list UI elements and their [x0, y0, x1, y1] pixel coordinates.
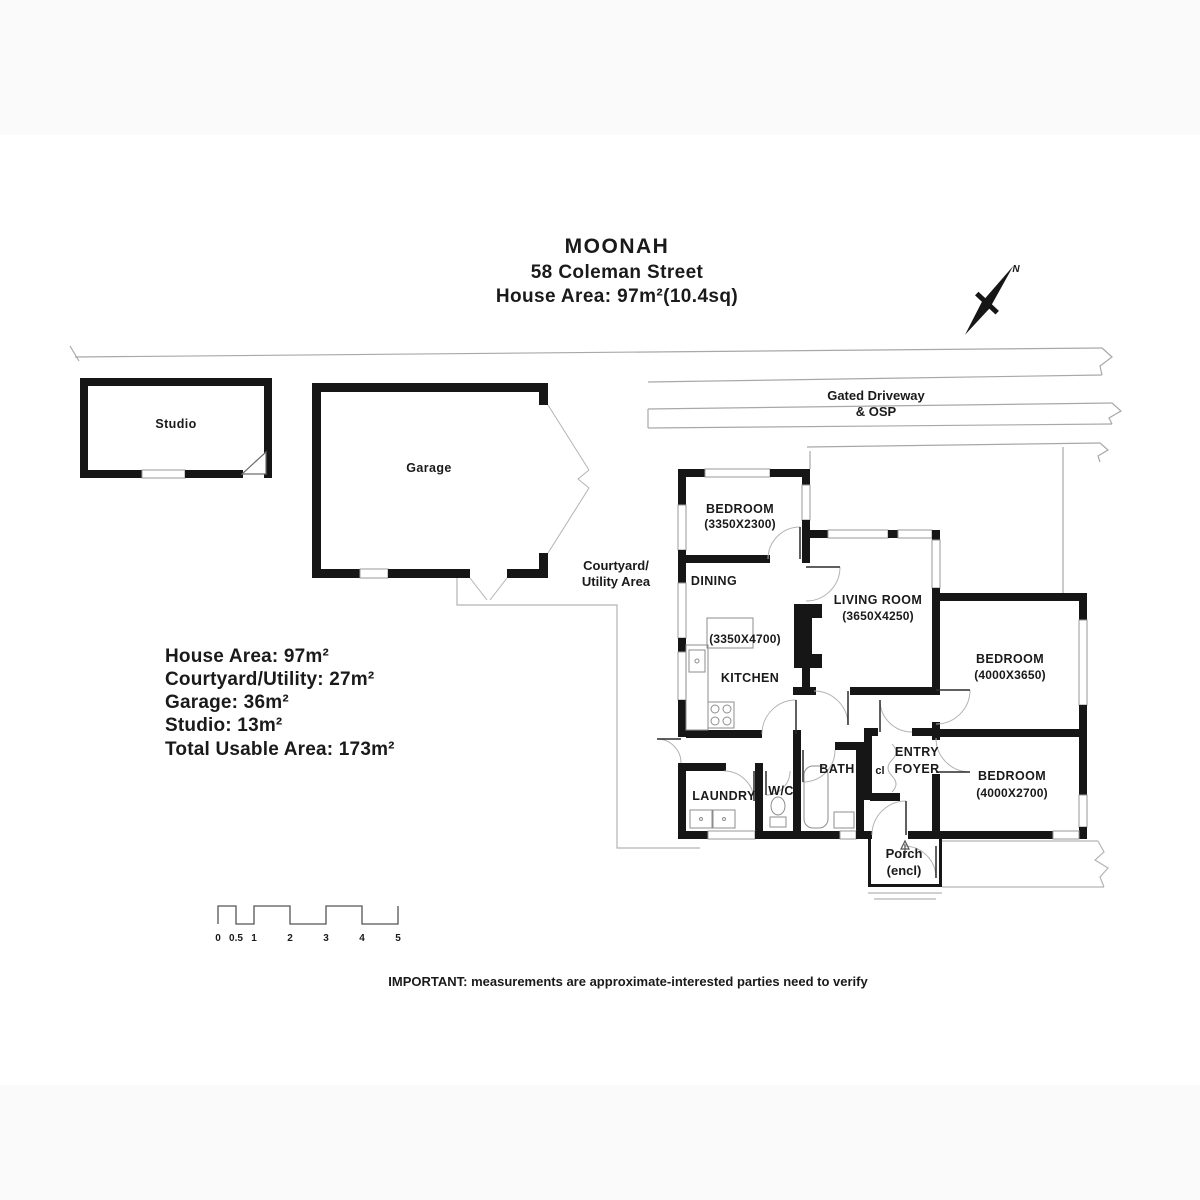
laundry-label: LAUNDRY	[692, 789, 756, 803]
kitchen-stove	[708, 702, 734, 728]
bedroom2-dim: (4000X3650)	[974, 668, 1046, 682]
bedroom1-dim: (3350X2300)	[704, 517, 776, 531]
bedroom3-dim: (4000X2700)	[976, 786, 1048, 800]
scale-3: 3	[323, 933, 329, 944]
bedroom1-label: BEDROOM	[705, 502, 775, 516]
driveway-label-line1: Gated Driveway	[827, 388, 925, 403]
plan-header	[496, 235, 738, 307]
bath-label: BATH	[819, 762, 855, 776]
summary-garage: Garage: 36m²	[165, 692, 289, 713]
courtyard-area	[457, 558, 700, 848]
entry-foyer-label-2: FOYER	[894, 762, 940, 776]
summary-studio: Studio: 13m²	[165, 715, 283, 736]
plan-title: MOONAH	[564, 235, 670, 258]
disclaimer-text: IMPORTANT: measurements are approximate-interested parties need to verify	[388, 974, 868, 989]
garage-label: Garage	[406, 461, 452, 475]
studio-door	[242, 452, 266, 474]
kitchen-sink	[689, 650, 705, 672]
kitchen-label: KITCHEN	[720, 671, 780, 685]
north-arrow-icon	[953, 258, 1024, 343]
scale-0: 0	[215, 933, 221, 944]
porch-label-1: Porch	[885, 846, 923, 861]
plan-address: 58 Coleman Street	[530, 262, 704, 283]
garage-courtyard-door	[470, 578, 507, 600]
bedroom2-label: BEDROOM	[975, 652, 1045, 666]
summary-courtyard: Courtyard/Utility: 27m²	[165, 669, 375, 690]
entry-foyer-label-1: ENTRY	[895, 745, 939, 759]
kitchen-dim: (3350X4700)	[709, 632, 781, 646]
summary-total: Total Usable Area: 173m²	[165, 739, 395, 760]
scale-4: 4	[359, 933, 365, 944]
bath-vanity	[834, 812, 854, 828]
bedroom3-label: BEDROOM	[977, 769, 1047, 783]
courtyard-label-line2: Utility Area	[581, 574, 651, 589]
driveway-label-line2: & OSP	[855, 404, 897, 419]
courtyard-label-line1: Courtyard/	[583, 558, 649, 573]
living-label: LIVING ROOM	[833, 593, 923, 607]
porch-label-2: (encl)	[886, 863, 922, 878]
area-summary	[165, 646, 395, 760]
living-dim: (3650X4250)	[842, 609, 914, 623]
scale-1: 1	[251, 933, 257, 944]
scale-bar	[215, 906, 401, 944]
closet-label: cl	[875, 765, 885, 777]
room-garage	[312, 383, 589, 600]
laundry-tubs	[690, 810, 735, 828]
scale-05: 0.5	[229, 933, 243, 944]
summary-house-area: House Area: 97m²	[165, 646, 330, 667]
wc-label: W/C	[768, 784, 794, 798]
scale-5: 5	[395, 933, 401, 944]
dining-label: DINING	[690, 574, 738, 588]
studio-label: Studio	[155, 417, 197, 431]
plan-house-area: House Area: 97m²(10.4sq)	[495, 286, 739, 307]
wc-toilet	[770, 797, 786, 827]
scale-2: 2	[287, 933, 293, 944]
north-label: N	[1012, 264, 1020, 275]
garage-double-doors	[548, 405, 589, 553]
room-studio	[80, 378, 272, 478]
